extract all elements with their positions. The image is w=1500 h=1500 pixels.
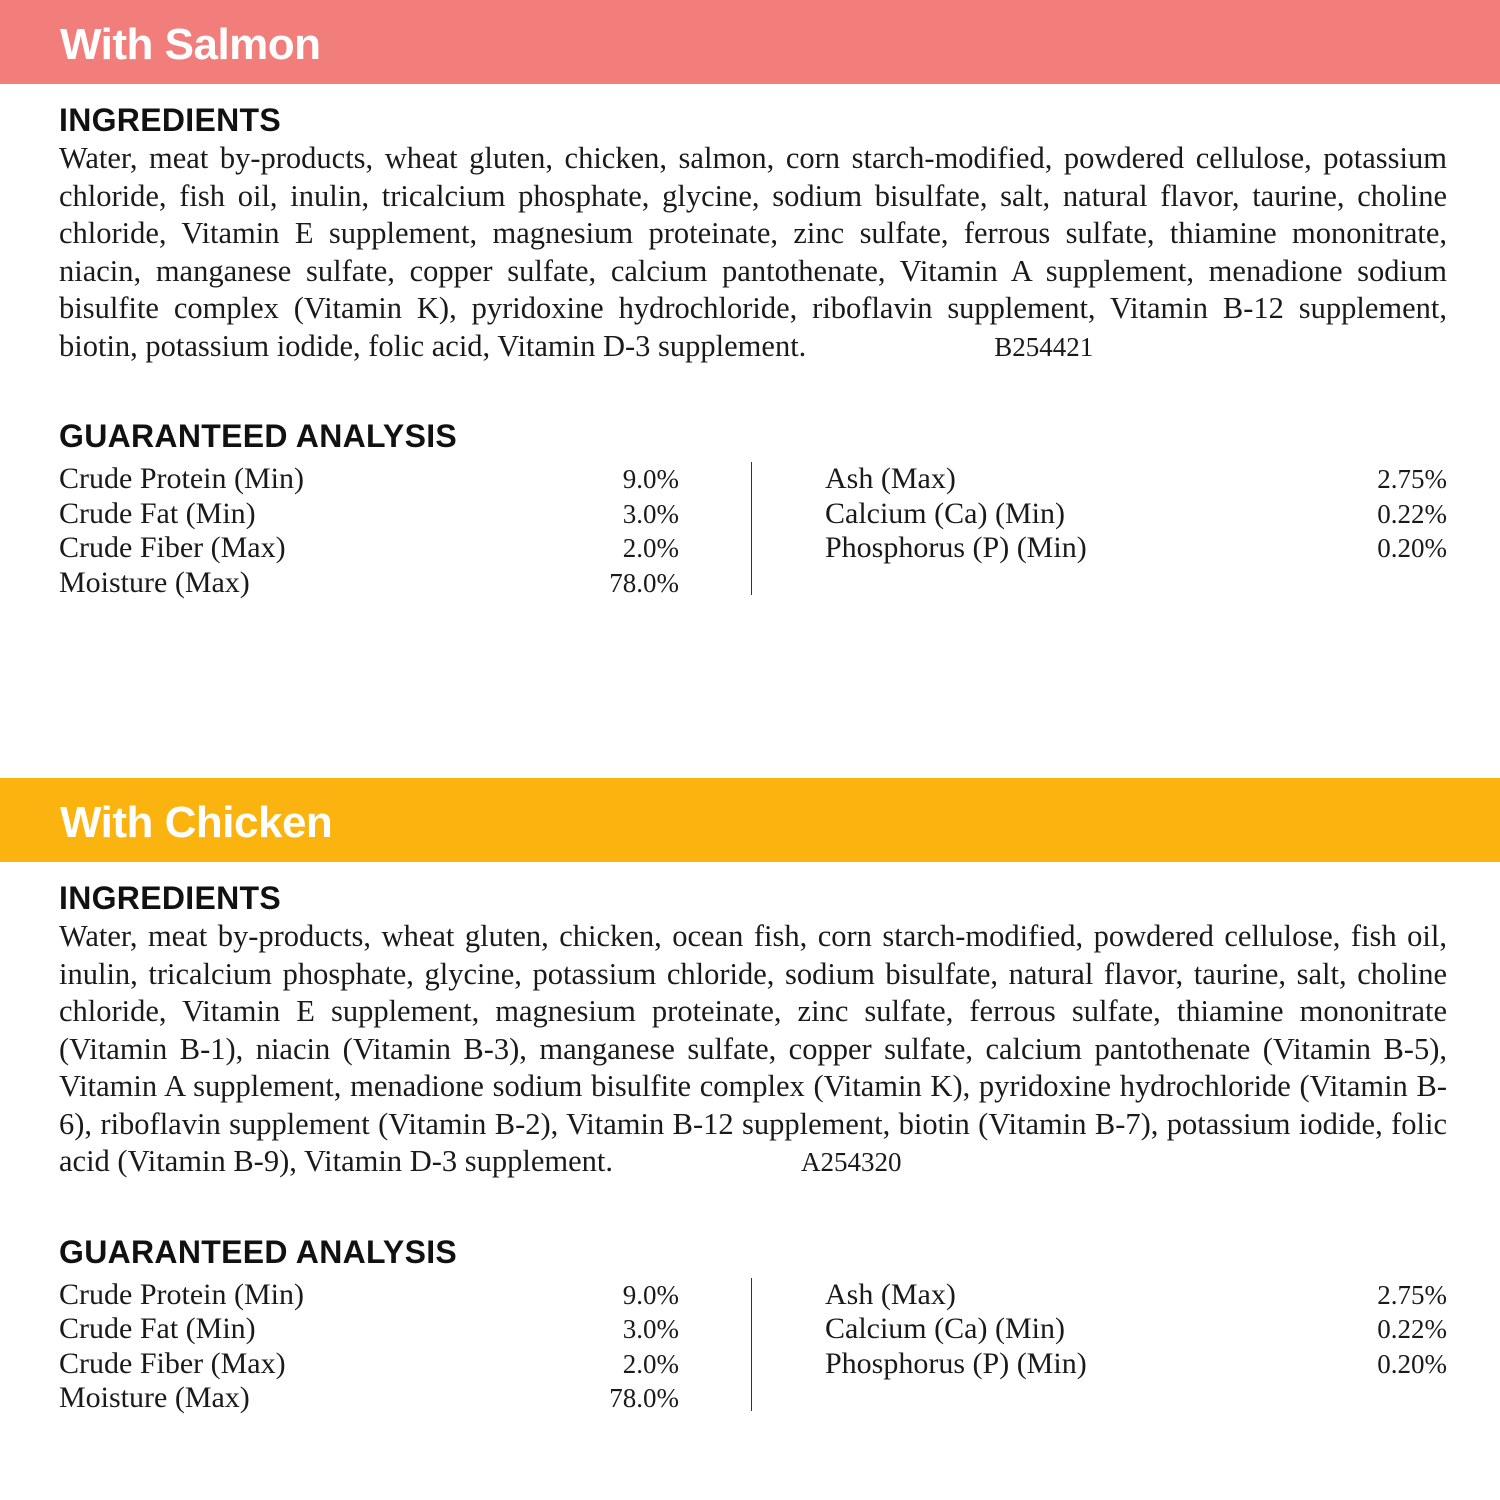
analysis-row xyxy=(825,497,1447,532)
analysis-value: 2.75% xyxy=(1377,1279,1447,1310)
salmon-content xyxy=(0,84,1447,597)
salmon-ingredients-list: Water, meat by-products, wheat gluten, chicken, salmon, corn starch-modified, powdered cellulose, potassium chloride, fish oil, inulin, tricalcium phosphate, glycine, sodium bisulfate, salt, natural flavor, taurine, choline chloride, Vitamin E supplement, magnesium proteinate, zinc sulfate, ferrous sulfate, thiamine mononitrate, niacin, manganese sulfate, copper sulfate, calcium pantothenate, Vitamin A supplement, menadione sodium bisulfite complex (Vitamin K), pyridoxine hydrochloride, riboflavin supplement, Vitamin B-12 supplement, biotin, potassium iodide, folic acid, Vitamin D-3 supplement. xyxy=(59,141,1447,363)
analysis-label: Moisture (Max) xyxy=(59,1381,250,1414)
chicken-analysis-table xyxy=(59,1278,1447,1413)
column-divider xyxy=(751,462,752,595)
salmon-title: With Salmon xyxy=(60,20,321,69)
analysis-label: Phosphorus (P) (Min) xyxy=(825,531,1087,564)
analysis-label: Crude Fat (Min) xyxy=(59,1312,256,1345)
analysis-row xyxy=(59,462,679,497)
salmon-ingredients-heading: INGREDIENTS xyxy=(59,102,281,138)
analysis-row xyxy=(825,462,1447,497)
salmon-analysis-right-column xyxy=(825,462,1447,566)
analysis-value: 0.22% xyxy=(1377,498,1447,529)
analysis-row xyxy=(59,497,679,532)
analysis-label: Crude Fat (Min) xyxy=(59,496,256,530)
analysis-label: Ash (Max) xyxy=(825,462,956,495)
chicken-section xyxy=(0,778,1500,1413)
analysis-row xyxy=(825,1312,1447,1347)
analysis-row xyxy=(59,531,679,566)
analysis-label: Calcium (Ca) (Min) xyxy=(825,1312,1065,1345)
analysis-value: 2.75% xyxy=(1377,464,1447,494)
chicken-analysis-left-column xyxy=(59,1278,679,1416)
chicken-ingredients-heading: INGREDIENTS xyxy=(59,880,281,916)
analysis-label: Crude Fiber (Max) xyxy=(59,531,286,564)
analysis-value: 9.0% xyxy=(622,1279,679,1310)
analysis-value: 0.20% xyxy=(1377,1348,1447,1379)
chicken-analysis-right-column xyxy=(825,1278,1447,1382)
analysis-row xyxy=(825,1347,1447,1382)
analysis-label: Moisture (Max) xyxy=(59,565,250,599)
analysis-label: Crude Fiber (Max) xyxy=(59,1346,286,1380)
analysis-value: 3.0% xyxy=(622,498,679,529)
analysis-label: Crude Protein (Min) xyxy=(59,1277,304,1311)
column-divider xyxy=(751,1278,752,1411)
chicken-analysis-heading: GUARANTEED ANALYSIS xyxy=(59,1233,458,1270)
analysis-row xyxy=(59,566,679,601)
analysis-row xyxy=(825,1278,1447,1313)
analysis-row xyxy=(59,1312,679,1347)
chicken-banner xyxy=(0,778,1500,862)
analysis-row xyxy=(59,1278,679,1313)
analysis-value: 78.0% xyxy=(609,1383,679,1413)
analysis-label: Calcium (Ca) (Min) xyxy=(825,496,1065,530)
analysis-row xyxy=(825,531,1447,566)
analysis-value: 3.0% xyxy=(622,1314,679,1344)
analysis-value: 2.0% xyxy=(622,1348,679,1379)
salmon-ingredients-text xyxy=(59,140,1447,366)
analysis-value: 2.0% xyxy=(622,533,679,563)
analysis-value: 9.0% xyxy=(622,464,679,494)
analysis-value: 0.20% xyxy=(1377,533,1447,563)
analysis-label: Phosphorus (P) (Min) xyxy=(825,1346,1087,1380)
chicken-ingredients-text xyxy=(59,918,1447,1182)
analysis-label: Ash (Max) xyxy=(825,1277,956,1311)
salmon-section xyxy=(0,0,1500,597)
chicken-title: With Chicken xyxy=(60,798,333,847)
chicken-product-code: A254320 xyxy=(801,1147,902,1177)
analysis-row xyxy=(59,1347,679,1382)
analysis-label: Crude Protein (Min) xyxy=(59,462,304,495)
salmon-analysis-left-column xyxy=(59,462,679,600)
analysis-row xyxy=(59,1381,679,1416)
chicken-ingredients-list: Water, meat by-products, wheat gluten, chicken, ocean fish, corn starch-modified, powdered cellulose, fish oil, inulin, tricalcium phosphate, glycine, potassium chloride, sodium bisulfate, natural flavor, taurine, salt, choline chloride, Vitamin E supplement, magnesium proteinate, zinc sulfate, ferrous sulfate, thiamine mononitrate (Vitamin B-1), niacin (Vitamin B-3), manganese sulfate, copper sulfate, calcium pantothenate (Vitamin B-5), Vitamin A supplement, menadione sodium bisulfite complex (Vitamin K), pyridoxine hydrochloride (Vitamin B-6), riboflavin supplement (Vitamin B-2), Vitamin B-12 supplement, biotin (Vitamin B-7), potassium iodide, folic acid (Vitamin B-9), Vitamin D-3 supplement. xyxy=(59,919,1447,1178)
chicken-content xyxy=(0,862,1447,1413)
analysis-value: 78.0% xyxy=(609,567,679,598)
salmon-analysis-table xyxy=(59,462,1447,597)
analysis-value: 0.22% xyxy=(1377,1314,1447,1344)
salmon-product-code: B254421 xyxy=(994,331,1094,362)
salmon-analysis-heading: GUARANTEED ANALYSIS xyxy=(59,418,458,454)
salmon-banner xyxy=(0,0,1500,84)
